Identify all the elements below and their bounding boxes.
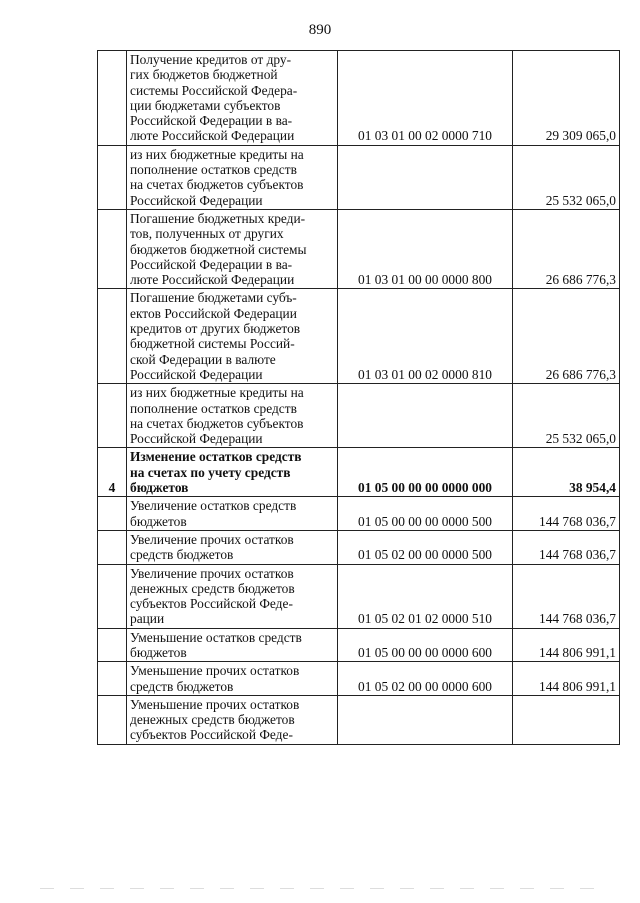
row-name-line: на счетах по учету средств	[130, 464, 291, 480]
row-sum-cell: 144 806 991,1	[513, 628, 620, 662]
table-row	[98, 209, 620, 288]
row-name-cell	[127, 695, 338, 744]
row-name-cell	[127, 448, 338, 497]
row-name-cell	[127, 530, 338, 564]
row-sum-cell: 25 532 065,0	[513, 145, 620, 209]
row-name-line: из них бюджетные кредиты на	[130, 385, 304, 401]
row-name-line: ции бюджетами субъектов	[130, 97, 281, 113]
row-name-line: ектов Российской Федерации	[130, 305, 297, 321]
row-sum-cell: 38 954,4	[513, 448, 620, 497]
row-name-line: субъектов Российской Феде-	[130, 596, 293, 612]
table-row	[98, 564, 620, 628]
row-name-line: пополнение остатков средств	[130, 162, 297, 178]
row-name-line: Изменение остатков средств	[130, 449, 302, 465]
row-name-line: из них бюджетные кредиты на	[130, 146, 304, 162]
row-sum-cell: 29 309 065,0	[513, 51, 620, 146]
row-code-cell	[338, 384, 513, 448]
row-name-line: Российской Федерации	[130, 192, 263, 208]
row-code-cell: 01 05 02 00 00 0000 600	[338, 662, 513, 696]
row-name-line: Погашение бюджетами субъ-	[130, 290, 297, 306]
row-number-cell	[98, 564, 127, 628]
row-code-cell	[338, 145, 513, 209]
row-sum-cell	[513, 695, 620, 744]
row-name-line: гих бюджетов бюджетной	[130, 67, 278, 83]
row-name-cell	[127, 497, 338, 531]
row-name-line: пополнение остатков средств	[130, 400, 297, 416]
row-name-line: Российской Федерации в ва-	[130, 256, 293, 272]
row-name-line: средств бюджетов	[130, 547, 234, 563]
row-name-line: Увеличение остатков средств	[130, 498, 297, 514]
row-sum-cell: 26 686 776,3	[513, 289, 620, 384]
table-row	[98, 695, 620, 744]
row-sum-cell: 26 686 776,3	[513, 209, 620, 288]
table-row	[98, 384, 620, 448]
row-name-cell	[127, 209, 338, 288]
budget-sources-table	[97, 50, 620, 745]
table-row	[98, 448, 620, 497]
row-name-line: бюджетов	[130, 480, 189, 496]
row-name-cell	[127, 289, 338, 384]
table-row	[98, 145, 620, 209]
row-code-cell	[338, 695, 513, 744]
row-number-cell	[98, 209, 127, 288]
row-number-cell	[98, 289, 127, 384]
row-code-cell: 01 03 01 00 02 0000 810	[338, 289, 513, 384]
row-name-line: денежных средств бюджетов	[130, 712, 295, 728]
row-number-cell	[98, 51, 127, 146]
row-name-line: люте Российской Федерации	[130, 128, 295, 144]
row-code-cell: 01 05 00 00 00 0000 600	[338, 628, 513, 662]
row-name-line: денежных средств бюджетов	[130, 580, 295, 596]
row-name-cell	[127, 51, 338, 146]
row-sum-cell: 144 768 036,7	[513, 564, 620, 628]
row-number-cell	[98, 530, 127, 564]
page-number: 890	[308, 22, 332, 38]
row-code-cell: 01 05 00 00 00 0000 500	[338, 497, 513, 531]
row-name-line: бюджетной системы Россий-	[130, 336, 295, 352]
table-row	[98, 51, 620, 146]
row-name-line: Уменьшение прочих остатков	[130, 696, 300, 712]
row-name-cell	[127, 662, 338, 696]
row-number-cell	[98, 628, 127, 662]
row-name-line: люте Российской Федерации	[130, 272, 295, 288]
row-name-line: тов, полученных от других	[130, 226, 284, 242]
row-number-cell	[98, 497, 127, 531]
row-name-line: на счетах бюджетов субъектов	[130, 415, 304, 431]
row-sum-cell: 25 532 065,0	[513, 384, 620, 448]
row-name-cell	[127, 628, 338, 662]
row-sum-cell: 144 768 036,7	[513, 497, 620, 531]
footer-scan-line	[40, 888, 600, 889]
row-name-line: Российской Федерации	[130, 431, 263, 447]
row-number-cell	[98, 384, 127, 448]
row-name-line: Увеличение прочих остатков	[130, 565, 294, 581]
row-sum-cell: 144 806 991,1	[513, 662, 620, 696]
row-name-line: системы Российской Федера-	[130, 82, 298, 98]
row-name-line: Уменьшение прочих остатков	[130, 663, 300, 679]
row-name-line: Российской Федерации	[130, 366, 263, 382]
row-number-cell	[98, 145, 127, 209]
row-number-cell	[98, 695, 127, 744]
row-sum-cell: 144 768 036,7	[513, 530, 620, 564]
row-name-cell	[127, 145, 338, 209]
row-name-line: бюджетов бюджетной системы	[130, 241, 307, 257]
row-number-cell: 4	[98, 448, 127, 497]
row-name-cell	[127, 564, 338, 628]
row-code-cell: 01 05 00 00 00 0000 000	[338, 448, 513, 497]
row-name-line: бюджетов	[130, 513, 187, 529]
row-name-line: Получение кредитов от дру-	[130, 52, 292, 67]
row-name-line: Погашение бюджетных креди-	[130, 210, 306, 226]
row-name-line: кредитов от других бюджетов	[130, 321, 301, 337]
row-name-line: ской Федерации в валюте	[130, 351, 276, 367]
row-name-line: на счетах бюджетов субъектов	[130, 177, 304, 193]
row-code-cell: 01 05 02 01 02 0000 510	[338, 564, 513, 628]
row-code-cell: 01 03 01 00 02 0000 710	[338, 51, 513, 146]
table-row	[98, 289, 620, 384]
row-name-line: Уменьшение остатков средств	[130, 629, 302, 645]
row-code-cell: 01 05 02 00 00 0000 500	[338, 530, 513, 564]
row-name-line: средств бюджетов	[130, 678, 234, 694]
row-name-cell	[127, 384, 338, 448]
row-name-line: Российской Федерации в ва-	[130, 113, 293, 129]
row-name-line: рации	[130, 611, 165, 627]
row-number-cell	[98, 662, 127, 696]
row-code-cell: 01 03 01 00 00 0000 800	[338, 209, 513, 288]
row-name-line: субъектов Российской Феде-	[130, 727, 293, 743]
row-name-line: бюджетов	[130, 644, 187, 660]
row-name-line: Увеличение прочих остатков	[130, 531, 294, 547]
table-row	[98, 662, 620, 696]
table-body	[98, 51, 620, 745]
table-row	[98, 530, 620, 564]
table-row	[98, 628, 620, 662]
table-row	[98, 497, 620, 531]
